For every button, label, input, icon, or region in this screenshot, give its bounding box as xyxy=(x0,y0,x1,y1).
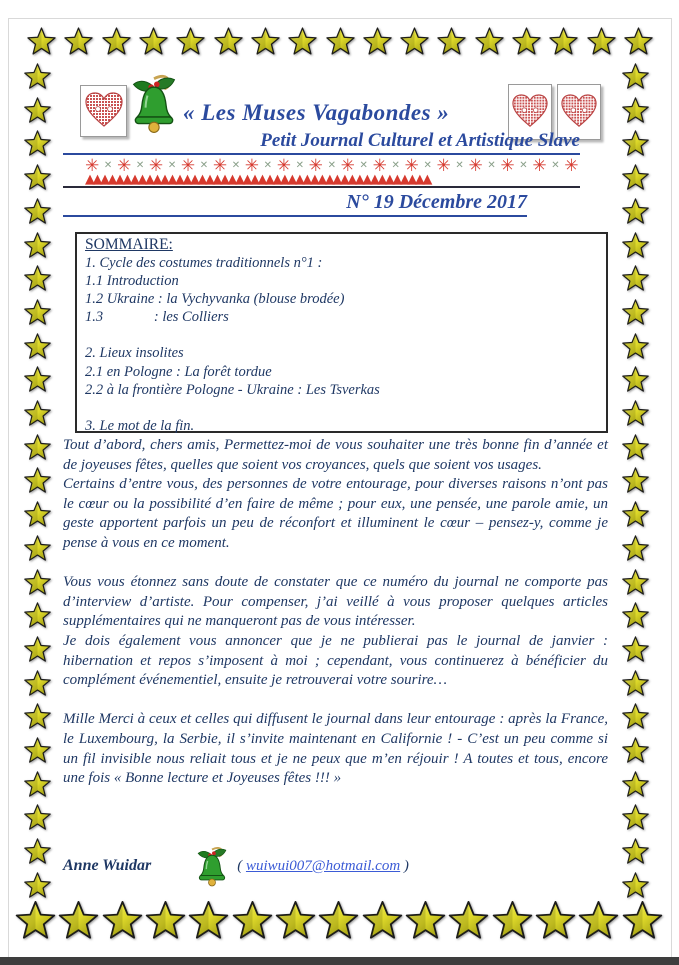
gold-star-icon xyxy=(621,770,650,799)
gold-star-icon xyxy=(23,298,52,327)
page-title: « Les Muses Vagabondes » xyxy=(183,100,450,125)
gold-star-icon xyxy=(23,163,52,192)
gold-star-icon xyxy=(213,26,244,57)
gold-star-icon xyxy=(534,899,577,942)
snowflake-motif: ✳ xyxy=(532,158,547,176)
snowflake-motif: ✳ xyxy=(85,158,100,176)
paragraph: Vous vous étonnez sans doute de constater que ce numéro du journal ne comporte pas d’interview d’artiste. Pour compenser, j’ai veillé à vous proposer quelques articles supplémentaires qui ne manqueront pas de vous intéresser. xyxy=(63,574,612,630)
gold-star-icon xyxy=(621,332,650,361)
page-edge-right xyxy=(671,18,672,957)
star-border-right xyxy=(621,62,651,900)
gold-star-icon xyxy=(621,298,650,327)
gold-star-icon xyxy=(325,26,356,57)
cross-motif: ✕ xyxy=(231,160,241,171)
gold-star-icon xyxy=(23,466,52,495)
gold-star-icon xyxy=(621,500,650,529)
gold-star-icon xyxy=(23,264,52,293)
gold-star-icon xyxy=(26,26,57,57)
cross-motif: ✕ xyxy=(551,160,560,171)
gold-star-icon xyxy=(621,871,650,900)
cross-motif: ✕ xyxy=(327,160,336,171)
cross-motif: ✕ xyxy=(199,160,209,171)
gold-star-icon xyxy=(362,26,393,57)
cross-motif: ✕ xyxy=(487,160,496,171)
cross-motif: ✕ xyxy=(263,160,273,171)
gold-star-icon xyxy=(23,601,52,630)
gold-star-icon xyxy=(361,899,404,942)
issue-label: N° 19 Décembre 2017 xyxy=(63,191,527,217)
gold-star-icon xyxy=(231,899,274,942)
gold-star-icon xyxy=(23,534,52,563)
gold-star-icon xyxy=(287,26,318,57)
gold-star-icon xyxy=(548,26,579,57)
gold-star-icon xyxy=(621,129,650,158)
cross-motif: ✕ xyxy=(519,160,528,171)
gold-star-icon xyxy=(23,871,52,900)
snowflake-motif: ✳ xyxy=(372,158,387,176)
snowflake-motif: ✳ xyxy=(148,158,164,176)
gold-star-icon xyxy=(23,332,52,361)
gold-star-icon xyxy=(23,837,52,866)
gold-star-icon xyxy=(138,26,169,57)
snowflake-motif: ✳ xyxy=(404,158,419,176)
gold-star-icon xyxy=(577,899,620,942)
sommaire-item: 2.2 à la frontière Pologne - Ukraine : Les Tsverkas xyxy=(85,381,380,398)
window-bottom-edge xyxy=(0,957,679,965)
gold-star-icon xyxy=(621,264,650,293)
paragraph: Certains d’entre vous, des personnes de votre entourage, pour diverses raisons n’ont pas le cœur ou la possibilité d’en faire de même ; pour eux, une pensée, une parole amie, un geste apportent parfois un peu de réconfort et illuminent le cœur – pensez-y, comme je pense à vous en ce moment. xyxy=(63,476,612,551)
gold-star-icon xyxy=(404,899,447,942)
gold-star-icon xyxy=(23,500,52,529)
snowflake-motif: ✳ xyxy=(244,158,260,176)
gold-star-icon xyxy=(57,899,100,942)
cross-motif: ✕ xyxy=(391,160,400,171)
gold-star-icon xyxy=(101,899,144,942)
header-rule xyxy=(63,186,580,188)
author-name: Anne Wuidar xyxy=(63,857,152,874)
sommaire-item: 1.3 : les Colliers xyxy=(85,309,229,326)
gold-star-icon xyxy=(621,163,650,192)
paragraph: Je dois également vous annoncer que je ne publierai pas le journal de janvier : hibernation et repos s’imposent à moi ; cependant, vous continuerez à bénéficier du complément événementiel, ensuite je retrouverai votre sourire… xyxy=(63,632,612,689)
gold-star-icon xyxy=(317,899,360,942)
snowflake-motif: ✳ xyxy=(308,158,323,176)
cross-motif: ✕ xyxy=(295,160,305,171)
gold-star-icon xyxy=(23,129,52,158)
cross-motif: ✕ xyxy=(423,160,432,171)
email-link[interactable]: wuiwui007@hotmail.com xyxy=(245,857,401,874)
snowflake-motif: ✳ xyxy=(276,158,291,176)
gold-star-icon xyxy=(621,62,650,91)
sommaire-item xyxy=(85,326,598,344)
sommaire-item: 1.1 Introduction xyxy=(85,273,179,290)
page-edge-left xyxy=(8,18,9,957)
gold-star-icon xyxy=(621,433,650,462)
christmas-bell-icon xyxy=(193,843,231,889)
sommaire-item: 2. Lieux insolites xyxy=(85,345,184,362)
gold-star-icon xyxy=(23,770,52,799)
gold-star-icon xyxy=(621,568,650,597)
sommaire-item: 3. Le mot de la fin. xyxy=(85,417,195,434)
gold-star-icon xyxy=(23,231,52,260)
snowflake-motif: ✳ xyxy=(212,158,228,176)
gold-star-icon xyxy=(621,96,650,125)
sommaire-item: 1. Cycle des costumes traditionnels n°1 : xyxy=(85,255,323,271)
gold-star-icon xyxy=(436,26,467,57)
sommaire-item: 2.1 en Pologne : La forêt tordue xyxy=(85,363,272,380)
sommaire-item: 1.2 Ukraine : la Vychyvanka (blouse brodée) xyxy=(85,291,345,308)
page-subtitle: Petit Journal Culturel et Artistique Slave xyxy=(63,130,580,155)
snowflake-motif: ✳ xyxy=(340,158,355,176)
cross-motif: ✕ xyxy=(167,160,177,171)
gold-star-icon xyxy=(63,26,94,57)
christmas-bell-icon xyxy=(126,68,182,138)
gold-star-icon xyxy=(491,899,534,942)
snowflake-motif: ✳ xyxy=(180,158,196,176)
page-edge-top xyxy=(8,18,672,19)
embroidery-band xyxy=(85,158,579,185)
sommaire-list xyxy=(85,254,598,435)
gold-star-icon xyxy=(447,899,490,942)
gold-star-icon xyxy=(101,26,132,57)
sommaire-item xyxy=(85,399,598,417)
paragraph: Tout d’abord, chers amis, Permettez-moi de vous souhaiter une très bonne fin d’année et de joyeuses fêtes, quelles que soient vos croyances, quels que soient vos usages. xyxy=(63,437,612,473)
gold-star-icon xyxy=(23,96,52,125)
gold-star-icon xyxy=(23,62,52,91)
sommaire-heading: SOMMAIRE: xyxy=(85,236,173,253)
cross-motif: ✕ xyxy=(103,160,113,171)
gold-star-icon xyxy=(14,899,57,942)
gold-star-icon xyxy=(399,26,430,57)
embroidered-heart-icon xyxy=(511,94,549,130)
gold-star-icon xyxy=(511,26,542,57)
star-border-top xyxy=(26,26,654,58)
gold-star-icon xyxy=(175,26,206,57)
cross-motif: ✕ xyxy=(359,160,368,171)
star-border-left xyxy=(23,62,53,900)
gold-star-icon xyxy=(250,26,281,57)
sommaire-box xyxy=(75,232,608,433)
gold-star-icon xyxy=(474,26,505,57)
gold-star-icon xyxy=(621,365,650,394)
email-open-paren: ( xyxy=(237,857,246,874)
gold-star-icon xyxy=(621,601,650,630)
cross-motif: ✕ xyxy=(455,160,464,171)
embroidery-band-row2: ▲▲▲▲▲▲▲▲▲▲▲▲▲▲▲▲▲▲▲▲▲▲▲▲▲▲▲▲▲▲▲▲▲▲▲▲▲▲▲▲▲▲▲▲▲▲ xyxy=(85,174,430,185)
paragraph: Mille Merci à ceux et celles qui diffusent le journal dans leur entourage : après la France, le Luxembourg, la Serbie, il s’invite maintenant en Californie ! - C’est un peu comme si un fil invisible nous reliait tous et je ne peux que m’en réjouir ! A toutes et tous, encore une fois « Bonne lecture et Joyeuses fêtes !!! » xyxy=(63,711,612,787)
gold-star-icon xyxy=(23,635,52,664)
gold-star-icon xyxy=(621,231,650,260)
gold-star-icon xyxy=(621,197,650,226)
embroidery-band-row1 xyxy=(85,158,579,174)
gold-star-icon xyxy=(23,433,52,462)
gold-star-icon xyxy=(23,669,52,698)
gold-star-icon xyxy=(23,736,52,765)
gold-star-icon xyxy=(23,568,52,597)
gold-star-icon xyxy=(23,399,52,428)
cross-motif: ✕ xyxy=(135,160,145,171)
gold-star-icon xyxy=(621,899,664,942)
gold-star-icon xyxy=(621,669,650,698)
gold-star-icon xyxy=(23,803,52,832)
gold-star-icon xyxy=(621,399,650,428)
paragraph xyxy=(63,554,608,574)
gold-star-icon xyxy=(621,837,650,866)
gold-star-icon xyxy=(621,803,650,832)
gold-star-icon xyxy=(621,635,650,664)
paragraph xyxy=(63,691,608,711)
gold-star-icon xyxy=(187,899,230,942)
star-border-bottom xyxy=(14,899,664,942)
gold-star-icon xyxy=(274,899,317,942)
gold-star-icon xyxy=(621,534,650,563)
gold-star-icon xyxy=(621,702,650,731)
gold-star-icon xyxy=(586,26,617,57)
gold-star-icon xyxy=(623,26,654,57)
embroidered-heart-icon xyxy=(84,92,124,130)
gold-star-icon xyxy=(23,197,52,226)
gold-star-icon xyxy=(23,365,52,394)
gold-star-icon xyxy=(23,702,52,731)
snowflake-motif: ✳ xyxy=(564,158,579,176)
snowflake-motif: ✳ xyxy=(500,158,515,176)
signature-row xyxy=(63,843,409,889)
snowflake-motif: ✳ xyxy=(436,158,451,176)
snowflake-motif: ✳ xyxy=(468,158,483,176)
snowflake-motif: ✳ xyxy=(116,158,132,176)
gold-star-icon xyxy=(621,736,650,765)
editorial-text xyxy=(63,436,612,789)
embroidered-heart-icon xyxy=(560,94,598,130)
email-close-paren: ) xyxy=(400,857,409,874)
gold-star-icon xyxy=(621,466,650,495)
gold-star-icon xyxy=(144,899,187,942)
